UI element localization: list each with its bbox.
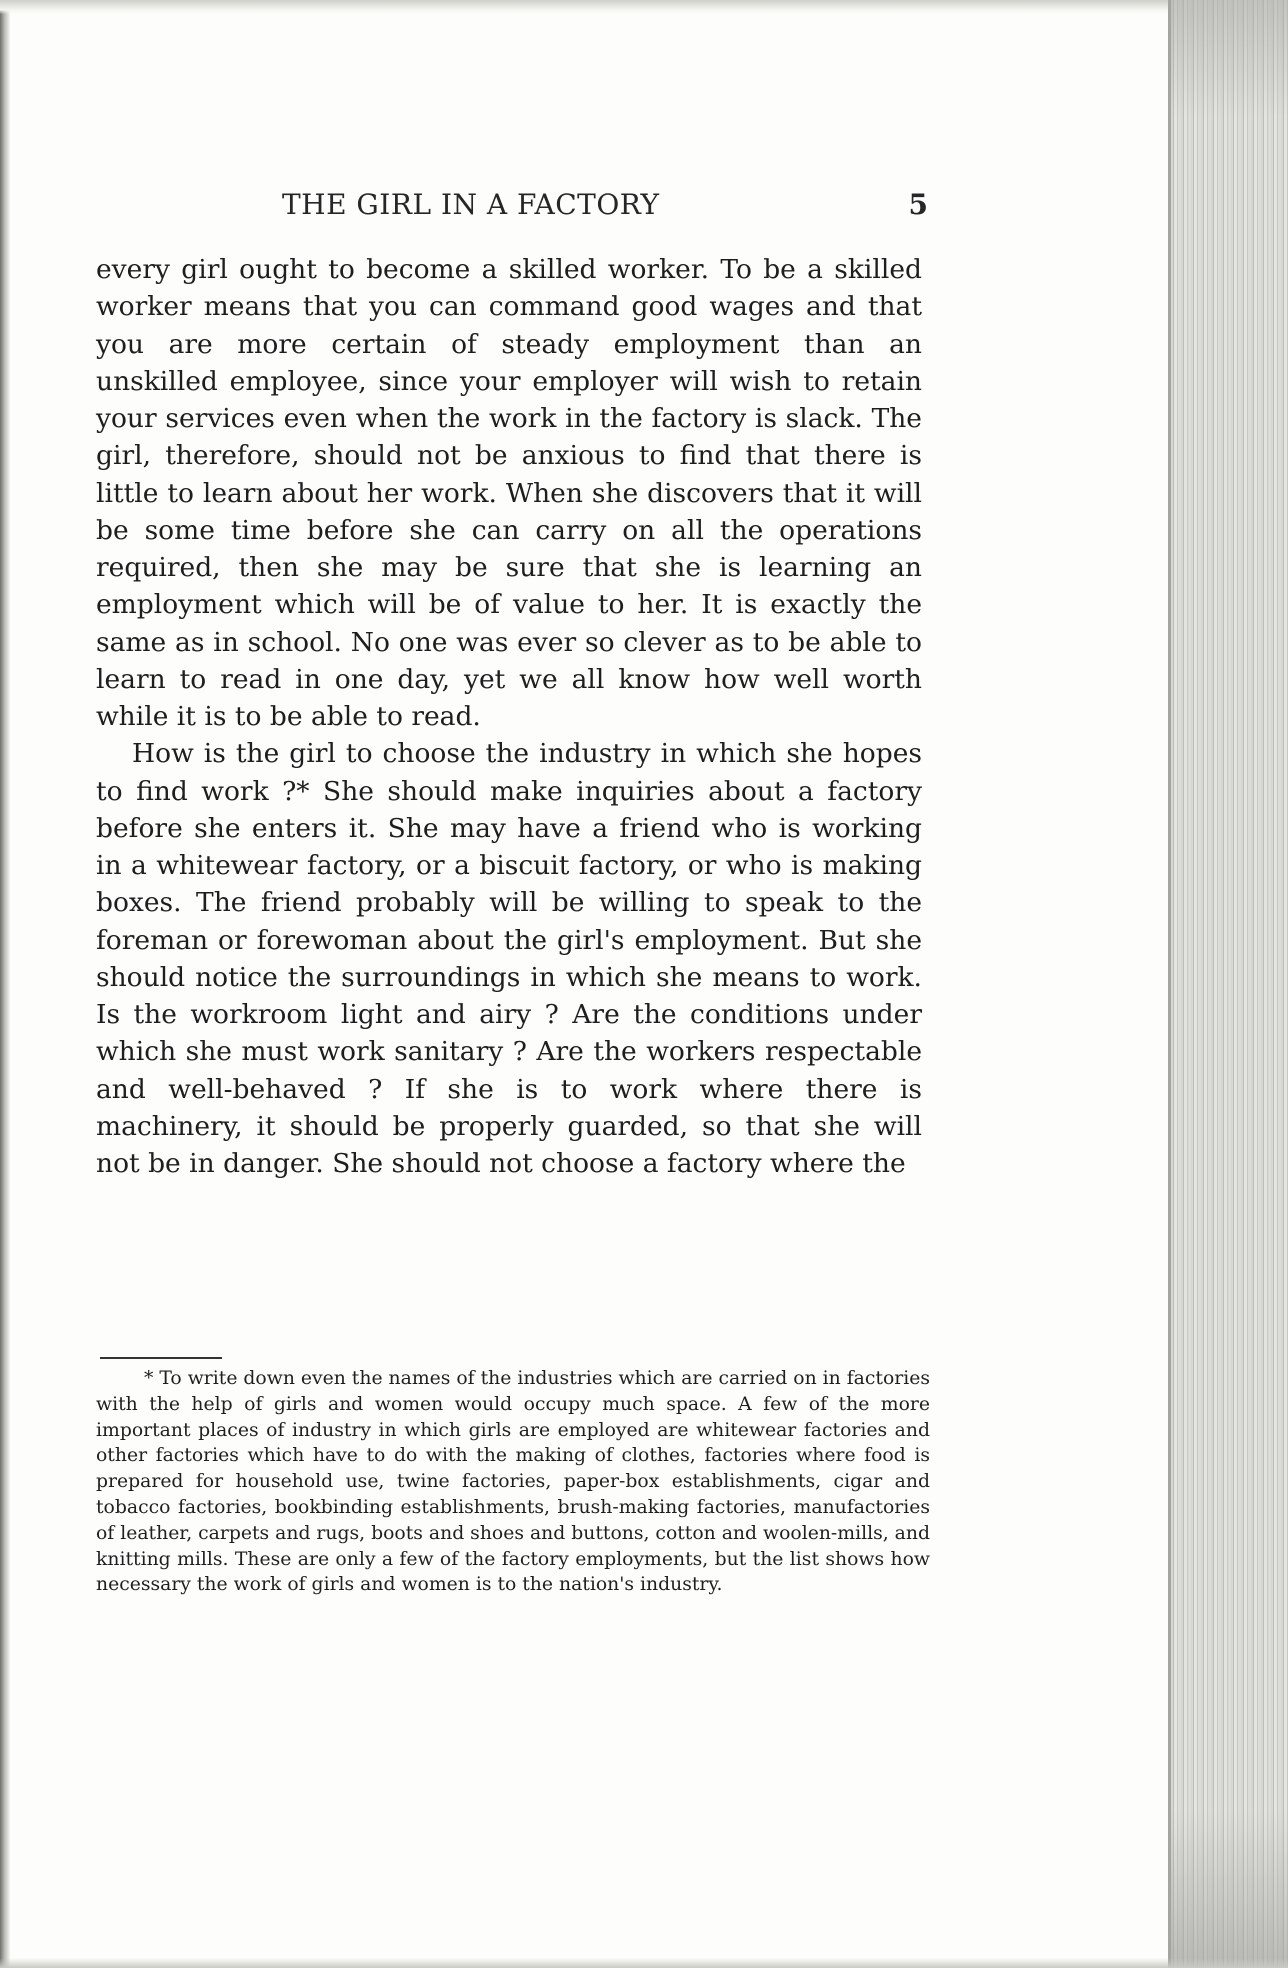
bottom-edge-shadow bbox=[0, 1958, 1288, 1968]
footnote-rule bbox=[100, 1357, 222, 1359]
page-number: 5 bbox=[908, 188, 928, 221]
running-title: THE GIRL IN A FACTORY bbox=[282, 188, 660, 221]
body-text bbox=[96, 251, 922, 1182]
paragraph: every girl ought to become a skilled worker. To be a skilled worker means that you can command good wages and that you are more certain of steady employment than an unskilled employee, since your employer will wish to retain your services even when the work in the factory is slack. The girl, therefore, should not be anxious to find that there is little to learn about her work. When she discovers that it will be some time before she can carry on all the operations required, then she may be sure that she is learning an employment which will be of value to her. It is exactly the same as in school. No one was ever so clever as to be able to learn to read in one day, yet we all know how well worth while it is to be able to read. bbox=[96, 254, 922, 732]
binding-shadow bbox=[0, 0, 10, 1968]
paragraph: How is the girl to choose the industry in which she hopes to find work ?* She should make inquiries about a factory before she enters it. She may have a friend who is working in a whitewear factory, or a biscuit factory, or who is making boxes. The friend probably will be willing to speak to the foreman or forewoman about the girl's employment. But she should notice the surroundings in which she means to work. Is the workroom light and airy ? Are the conditions under which she must work sanitary ? Are the workers respectable and well-behaved ? If she is to work where there is machinery, it should be properly guarded, so that she will not be in danger. She should not choose a factory where the bbox=[96, 738, 922, 1179]
footnote: * To write down even the names of the industries which are carried on in factories with the help of girls and women would occupy much space. A few of the more important places of industry in which girls are employed are whitewear factories and other factories which have to do with the making of clothes, factories where food is prepared for household use, twine factories, paper-box establishments, cigar and tobacco factories, bookbinding establishments, brush-making factories, manufactories of leather, carpets and rugs, boots and shoes and buttons, cotton and woolen-mills, and knitting mills. These are only a few of the factory employments, but the list shows how necessary the work of girls and women is to the nation's industry. bbox=[96, 1368, 930, 1596]
top-edge-shadow bbox=[0, 0, 1170, 14]
page-fore-edge bbox=[1168, 0, 1288, 1968]
running-head bbox=[96, 188, 928, 228]
